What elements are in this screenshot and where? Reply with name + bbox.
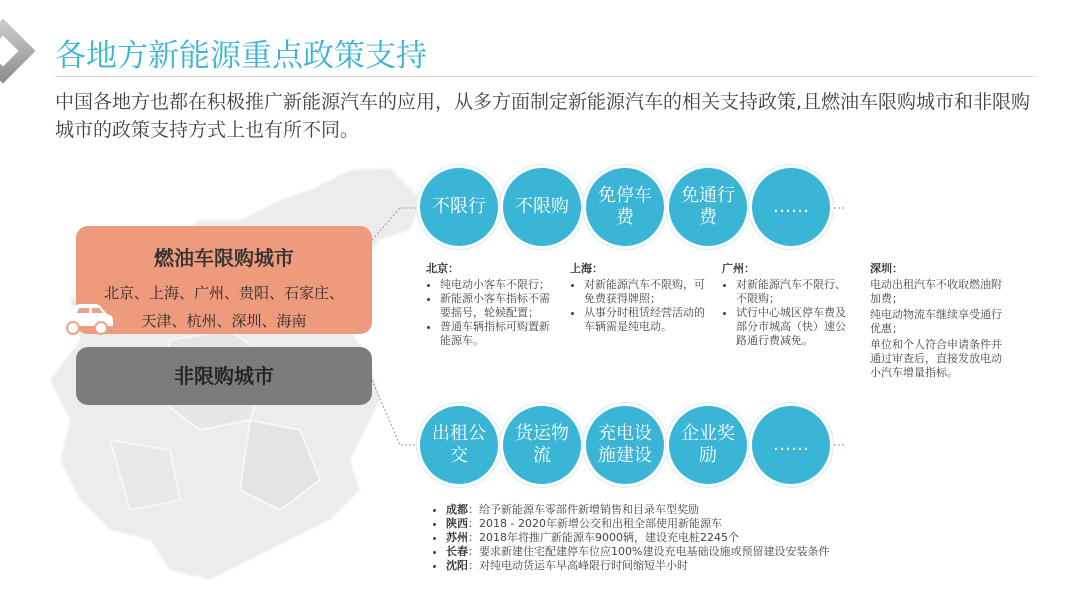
policy-item: 电动出租汽车不收取燃油附加费； xyxy=(870,278,1002,305)
unlimited-city-box xyxy=(76,347,372,405)
unlimited-city-title: 非限购城市 xyxy=(174,364,274,388)
policy-item: 纯电动物流车继续享受通行优惠； xyxy=(870,308,1002,335)
policy-circle-charging-facilities xyxy=(586,406,664,484)
policy-circle-freight-logistics xyxy=(503,406,581,484)
policy-circle-label: 企业奖励 xyxy=(681,423,735,466)
policy-circle-label: 免通行费 xyxy=(681,185,735,228)
policy-circle-enterprise-reward xyxy=(669,406,747,484)
policy-city-name: 上海： xyxy=(570,262,603,275)
policy-item: • 对新能源汽车不限购，可免费获得牌照； xyxy=(584,278,710,306)
policy-circle-no-traffic-restriction xyxy=(420,168,498,246)
policy-city-name: 陕西 xyxy=(446,517,468,530)
policy-item: • 纯电动小客车不限行； xyxy=(440,278,556,292)
policy-city-name: 沈阳 xyxy=(446,559,468,572)
policy-circle-label: 免停车费 xyxy=(598,185,652,228)
policy-circle-free-parking xyxy=(586,168,664,246)
policy-item: ：要求新建住宅配建停车位应100%建设充电基础设施或预留建设安装条件 xyxy=(468,545,830,558)
car-icon xyxy=(55,300,117,340)
unlimited-city-policy-list xyxy=(430,503,829,573)
list-item xyxy=(446,503,829,517)
policy-shanghai xyxy=(570,262,710,334)
policy-city-name: 北京： xyxy=(426,262,459,275)
policy-item: • 试行中心城区停车费及部分市城高（快）速公路通行费减免。 xyxy=(736,306,852,348)
policy-item: ：2018年将推广新能源车9000辆，建设充电桩2245个 xyxy=(468,531,739,544)
policy-circle-taxi-bus xyxy=(420,406,498,484)
policy-city-name: 苏州 xyxy=(446,531,468,544)
policy-beijing xyxy=(426,262,556,348)
policy-circle-no-purchase-restriction xyxy=(503,168,581,246)
policy-city-name: 广州： xyxy=(722,262,755,275)
policy-city-name: 深圳： xyxy=(870,262,903,275)
policy-circle-label: …… xyxy=(773,434,809,455)
policy-item: 单位和个人符合申请条件并通过审查后，直接发放电动小汽车增量指标。 xyxy=(870,338,1002,379)
limited-city-title: 燃油车限购城市 xyxy=(154,246,294,270)
policy-city-name: 长春 xyxy=(446,545,468,558)
policy-circle-free-toll xyxy=(669,168,747,246)
policy-circle-label: 充电设施建设 xyxy=(598,423,652,466)
policy-item: • 普通车辆指标可购置新能源车。 xyxy=(440,320,556,348)
list-item xyxy=(446,517,829,531)
policy-item: • 对新能源汽车不限行、不限购； xyxy=(736,278,852,306)
list-item xyxy=(446,531,829,545)
policy-circle-label: 不限行 xyxy=(432,196,486,217)
intro-text: 中国各地方也都在积极推广新能源汽车的应用，从多方面制定新能源汽车的相关支持政策,且燃油车限购城市和非限购城市的政策支持方式上也有所不同。 xyxy=(55,91,1031,141)
policy-circle-label: …… xyxy=(773,196,809,217)
policy-circle-more-2 xyxy=(752,406,830,484)
policy-guangzhou xyxy=(722,262,852,348)
list-item xyxy=(446,545,829,559)
policy-city-name: 成都 xyxy=(446,503,468,516)
limited-city-list: 北京、上海、广州、贵阳、石家庄、天津、杭州、深圳、海南 xyxy=(104,284,345,330)
policy-circle-more xyxy=(752,168,830,246)
list-item xyxy=(446,559,829,573)
page-title: 各地方新能源重点政策支持 xyxy=(55,38,427,74)
policy-item: • 新能源小客车指标不需要摇号，轮候配置； xyxy=(440,292,556,320)
policy-circle-label: 不限购 xyxy=(515,196,569,217)
limited-city-box xyxy=(76,226,372,334)
policy-circle-label: 出租公交 xyxy=(432,423,486,466)
policy-item: ：对纯电动货运车早高峰限行时间缩短半小时 xyxy=(468,559,688,572)
policy-circle-label: 货运物流 xyxy=(515,423,569,466)
policy-item: • 从事分时租赁经营活动的车辆需是纯电动。 xyxy=(584,306,710,334)
policy-item: ：给予新能源车零部件新增销售和目录车型奖励 xyxy=(468,503,699,516)
policy-shenzhen xyxy=(870,262,1010,380)
policy-item: ：2018 - 2020年新增公交和出租全部使用新能源车 xyxy=(468,517,722,530)
